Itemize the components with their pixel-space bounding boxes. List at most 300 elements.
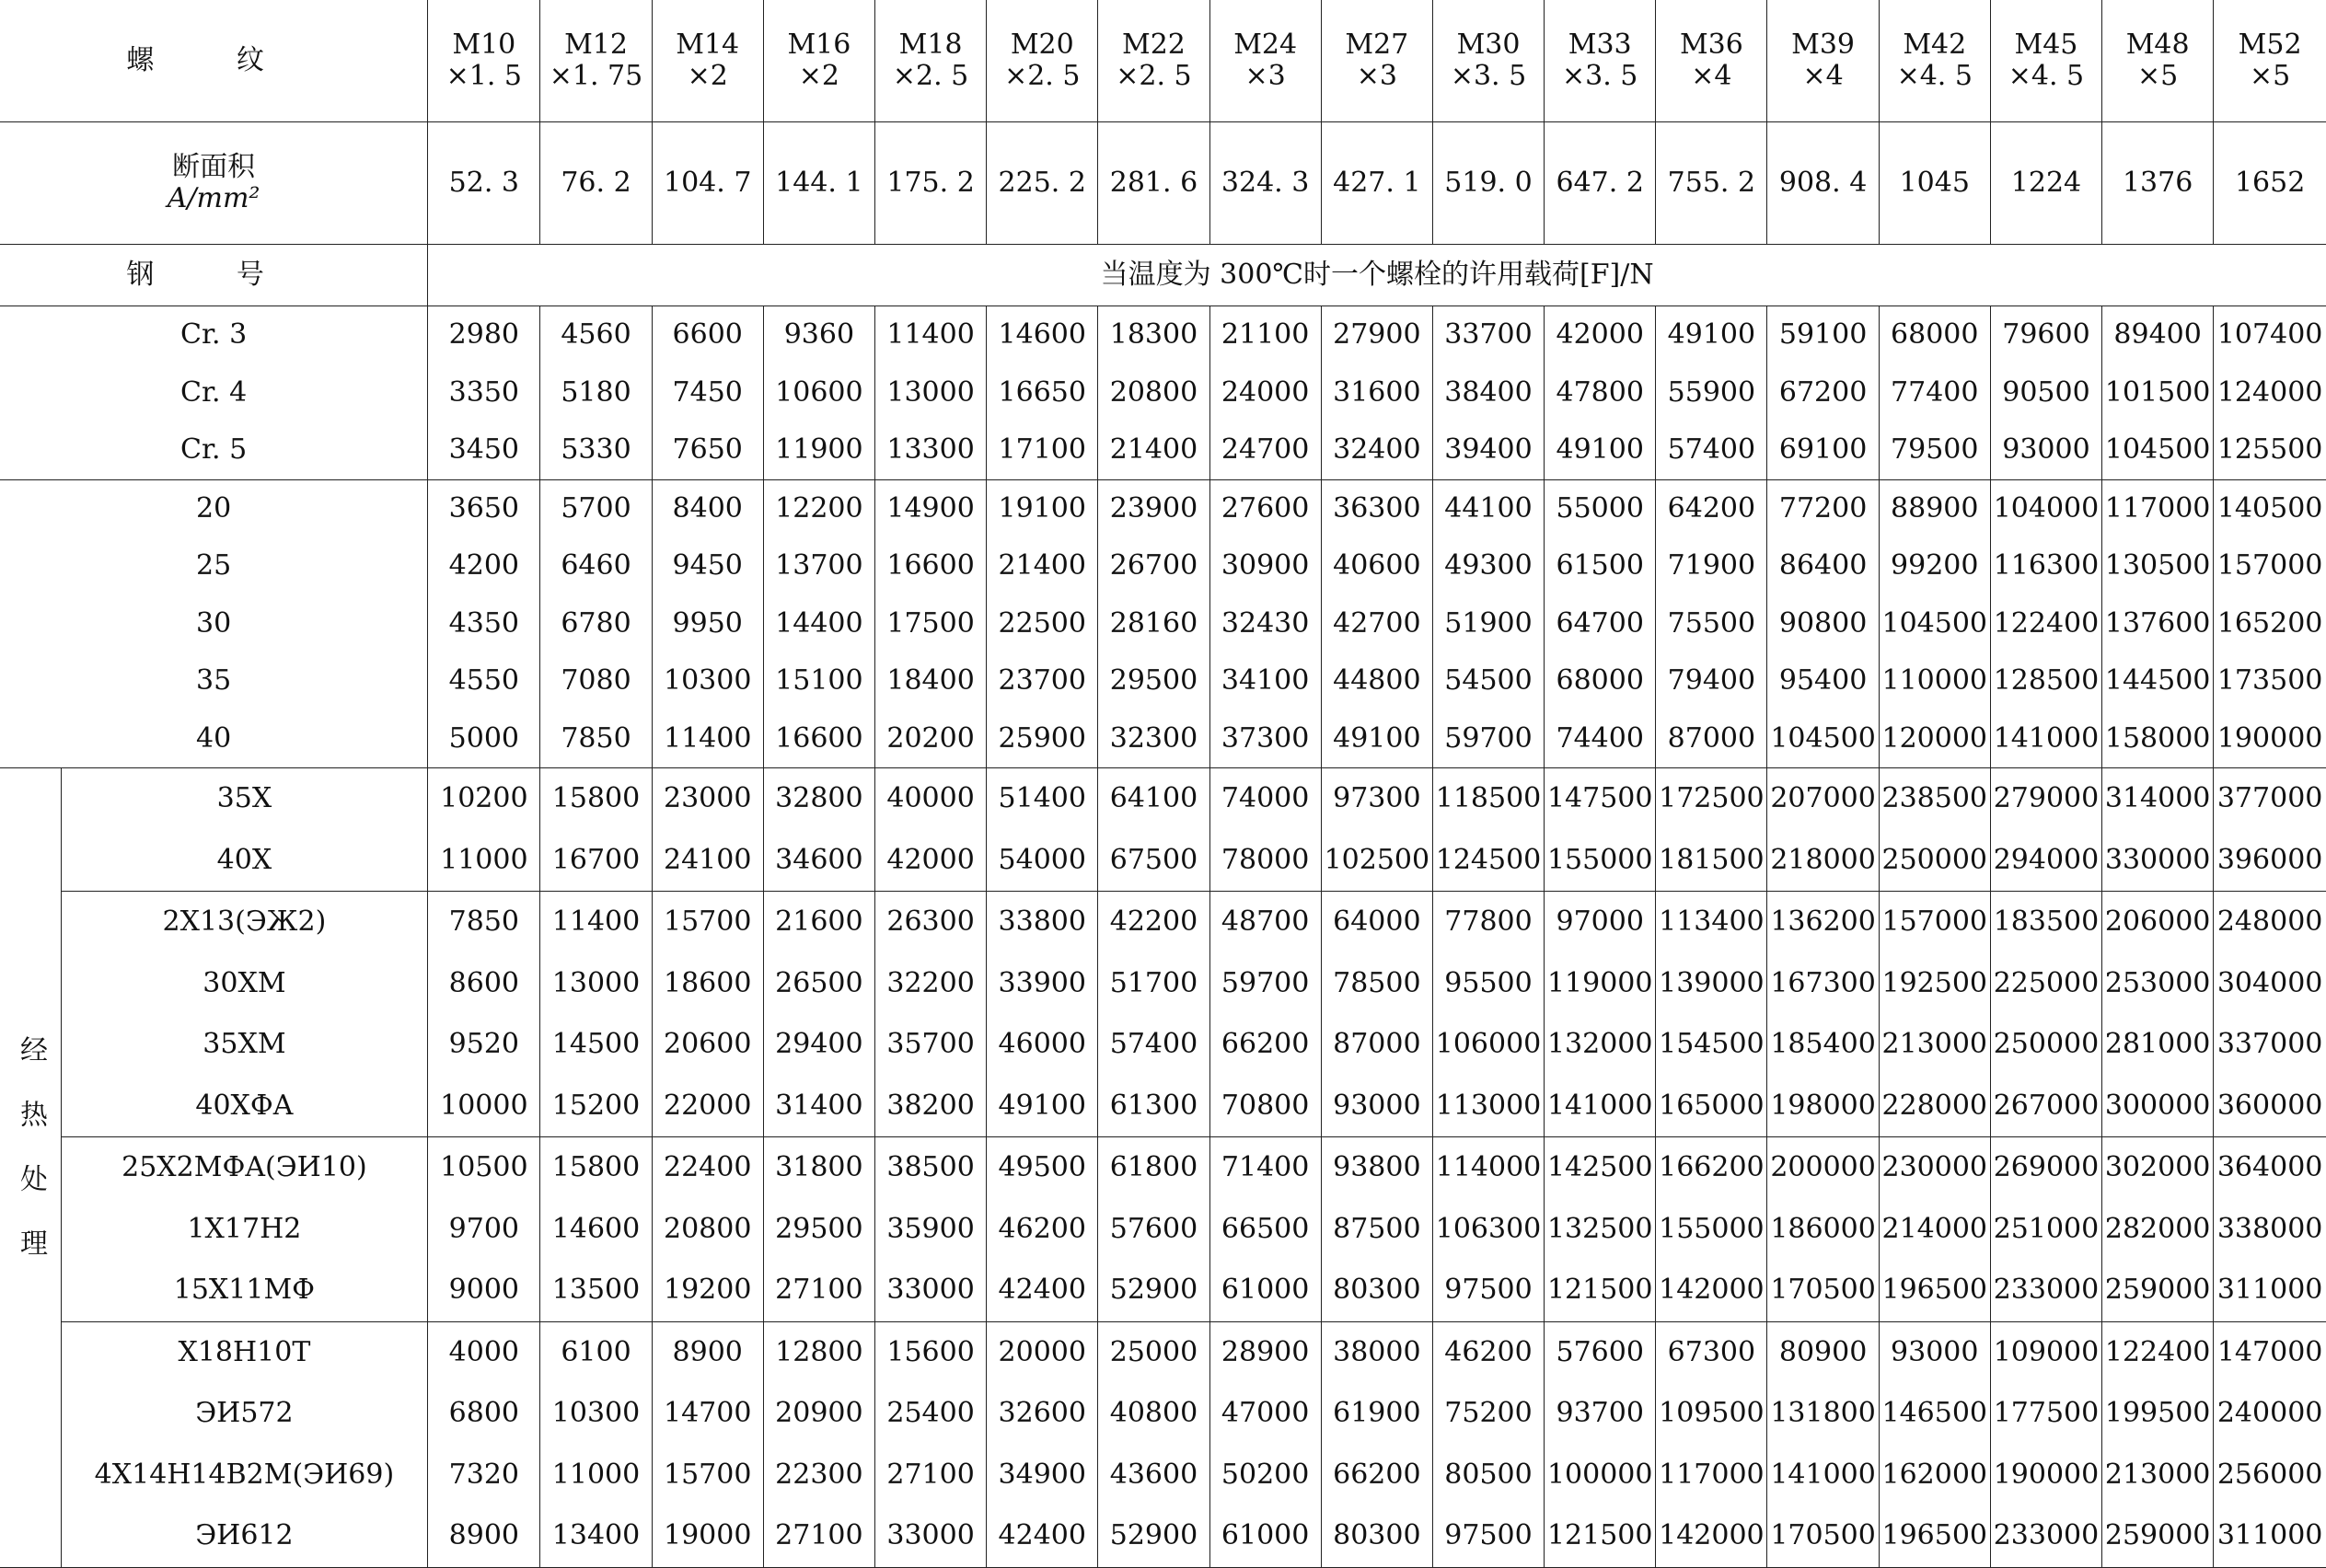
load-value: 259000 (2102, 1260, 2214, 1321)
thread-spec-cell (1321, 0, 1432, 122)
load-value: 18400 (874, 652, 986, 710)
load-value: 118500 (1432, 768, 1544, 830)
load-value: 170500 (1767, 1505, 1879, 1567)
load-value: 31800 (763, 1137, 874, 1199)
load-value: 34100 (1209, 652, 1321, 710)
load-value: 34900 (987, 1445, 1098, 1506)
table-row (0, 1137, 2326, 1199)
load-value: 61000 (1209, 1260, 1321, 1321)
load-value: 19000 (652, 1505, 763, 1567)
load-value: 3650 (428, 479, 540, 537)
steel-grade: 15X11MФ (61, 1260, 428, 1321)
thread-spec-cell (2214, 0, 2326, 122)
load-value: 49100 (987, 1076, 1098, 1137)
load-value: 25400 (874, 1383, 986, 1445)
area-value: 324. 3 (1209, 122, 1321, 245)
load-value: 37300 (1209, 710, 1321, 768)
load-value: 190000 (1990, 1445, 2101, 1506)
load-value: 165200 (2214, 595, 2326, 653)
load-value: 52900 (1098, 1505, 1209, 1567)
table-body (0, 306, 2326, 1568)
load-value: 13300 (874, 421, 986, 479)
thread-spec-cell (1990, 0, 2101, 122)
thread-pitch: ×4 (1802, 60, 1844, 92)
thread-size: M42 (1903, 28, 1967, 61)
load-value: 102500 (1321, 830, 1432, 892)
load-value: 97500 (1432, 1260, 1544, 1321)
load-value: 314000 (2102, 768, 2214, 830)
load-value: 23900 (1098, 479, 1209, 537)
table-row (0, 768, 2326, 830)
load-value: 269000 (1990, 1137, 2101, 1199)
load-value: 109000 (1990, 1321, 2101, 1383)
load-value: 32430 (1209, 595, 1321, 653)
load-value: 87000 (1321, 1014, 1432, 1076)
load-value: 15800 (540, 1137, 652, 1199)
load-value: 120000 (1879, 710, 1990, 768)
load-value: 68000 (1879, 306, 1990, 364)
load-value: 166200 (1656, 1137, 1767, 1199)
load-value: 29500 (1098, 652, 1209, 710)
load-value: 75200 (1432, 1383, 1544, 1445)
load-value: 155000 (1545, 830, 1656, 892)
load-value: 15100 (763, 652, 874, 710)
load-value: 233000 (1990, 1505, 2101, 1567)
load-value: 2980 (428, 306, 540, 364)
load-value: 55900 (1656, 364, 1767, 422)
load-value: 22500 (987, 595, 1098, 653)
thread-spec-cell (1545, 0, 1656, 122)
load-value: 16700 (540, 830, 652, 892)
load-value: 250000 (1879, 830, 1990, 892)
load-value: 22300 (763, 1445, 874, 1506)
load-value: 136200 (1767, 892, 1879, 953)
thread-size: M14 (676, 28, 740, 61)
load-value: 66500 (1209, 1199, 1321, 1261)
load-value: 57600 (1545, 1321, 1656, 1383)
thread-size: M18 (898, 28, 963, 61)
load-value: 183500 (1990, 892, 2101, 953)
load-value: 23000 (652, 768, 763, 830)
load-value: 5000 (428, 710, 540, 768)
load-value: 78000 (1209, 830, 1321, 892)
load-value: 311000 (2214, 1260, 2326, 1321)
load-value: 233000 (1990, 1260, 2101, 1321)
load-value: 294000 (1990, 830, 2101, 892)
load-value: 88900 (1879, 479, 1990, 537)
thread-spec-cell (428, 0, 540, 122)
load-value: 38000 (1321, 1321, 1432, 1383)
load-value: 154500 (1656, 1014, 1767, 1076)
load-value: 80500 (1432, 1445, 1544, 1506)
load-value: 117000 (1656, 1445, 1767, 1506)
steel-grade: Cr. 5 (0, 421, 428, 479)
load-value: 47000 (1209, 1383, 1321, 1445)
load-value: 279000 (1990, 768, 2101, 830)
load-value: 113000 (1432, 1076, 1544, 1137)
load-value: 125500 (2214, 421, 2326, 479)
load-value: 21400 (1098, 421, 1209, 479)
load-value: 80300 (1321, 1505, 1432, 1567)
load-value: 42000 (874, 830, 986, 892)
load-value: 64100 (1098, 768, 1209, 830)
load-value: 218000 (1767, 830, 1879, 892)
area-value: 427. 1 (1321, 122, 1432, 245)
load-value: 396000 (2214, 830, 2326, 892)
load-value: 75500 (1656, 595, 1767, 653)
thread-size: M33 (1568, 28, 1632, 61)
load-value: 106000 (1432, 1014, 1544, 1076)
load-value: 196500 (1879, 1260, 1990, 1321)
load-value: 71900 (1656, 537, 1767, 595)
steel-grade: 30 (196, 606, 232, 640)
steel-label: 钢 号 (0, 245, 428, 306)
load-value: 107400 (2214, 306, 2326, 364)
thread-size: M24 (1233, 28, 1298, 61)
load-value: 10300 (652, 652, 763, 710)
thread-pitch: ×4. 5 (1896, 60, 1973, 92)
load-value: 364000 (2214, 1137, 2326, 1199)
load-value: 213000 (1879, 1014, 1990, 1076)
load-value: 7080 (540, 652, 652, 710)
thread-size: M45 (2014, 28, 2078, 61)
load-value: 39400 (1432, 421, 1544, 479)
load-value: 42400 (987, 1505, 1098, 1567)
load-value: 162000 (1879, 1445, 1990, 1506)
table-row (0, 1505, 2326, 1567)
table-row (0, 1076, 2326, 1137)
load-value: 33800 (987, 892, 1098, 953)
load-value: 192500 (1879, 953, 1990, 1015)
table-row (0, 830, 2326, 892)
load-value: 49100 (1545, 421, 1656, 479)
thread-pitch: ×2. 5 (892, 60, 969, 92)
load-value: 42700 (1321, 595, 1432, 653)
load-value: 66200 (1321, 1445, 1432, 1506)
load-value: 47800 (1545, 364, 1656, 422)
load-value: 23700 (987, 652, 1098, 710)
load-value: 11000 (540, 1445, 652, 1506)
load-value: 100000 (1545, 1445, 1656, 1506)
thread-spec-cell (1432, 0, 1544, 122)
thread-size: M20 (1010, 28, 1074, 61)
load-value: 87000 (1656, 710, 1767, 768)
load-value: 14600 (540, 1199, 652, 1261)
load-value: 33900 (987, 953, 1098, 1015)
load-value: 104500 (1879, 595, 1990, 653)
load-value: 28160 (1098, 595, 1209, 653)
load-value: 18600 (652, 953, 763, 1015)
load-value: 147000 (2214, 1321, 2326, 1383)
load-value: 50200 (1209, 1445, 1321, 1506)
load-value: 267000 (1990, 1076, 2101, 1137)
thread-spec-cell (652, 0, 763, 122)
load-value: 146500 (1879, 1383, 1990, 1445)
load-value: 137600 (2102, 595, 2214, 653)
load-value: 8900 (428, 1505, 540, 1567)
load-value: 7650 (652, 421, 763, 479)
thread-pitch: ×4. 5 (2008, 60, 2085, 92)
load-value: 15200 (540, 1076, 652, 1137)
steel-grade: Cr. 3 (180, 318, 248, 351)
load-value: 20000 (987, 1321, 1098, 1383)
load-value: 32300 (1098, 710, 1209, 768)
load-value: 29400 (763, 1014, 874, 1076)
load-value: 124000 (2214, 364, 2326, 422)
thread-pitch: ×5 (2250, 60, 2291, 92)
thread-label: 螺 纹 (0, 0, 428, 122)
thread-size: M10 (452, 28, 516, 61)
load-value: 109500 (1656, 1383, 1767, 1445)
load-value: 158000 (2102, 710, 2214, 768)
load-value: 14500 (540, 1014, 652, 1076)
load-value: 99200 (1879, 537, 1990, 595)
load-value: 31400 (763, 1076, 874, 1137)
load-value: 124500 (1432, 830, 1544, 892)
thread-header-row (0, 0, 2326, 122)
load-value: 11000 (428, 830, 540, 892)
load-value: 46200 (987, 1199, 1098, 1261)
load-value: 64000 (1321, 892, 1432, 953)
load-value: 225000 (1990, 953, 2101, 1015)
thread-spec-cell (1879, 0, 1990, 122)
load-value: 5180 (540, 364, 652, 422)
load-value: 42200 (1098, 892, 1209, 953)
load-value: 113400 (1656, 892, 1767, 953)
table-row (0, 953, 2326, 1015)
load-value: 32200 (874, 953, 986, 1015)
load-value: 27900 (1321, 306, 1432, 364)
load-value: 13400 (540, 1505, 652, 1567)
thread-pitch: ×1. 75 (549, 60, 643, 92)
load-value: 281000 (2102, 1014, 2214, 1076)
load-value: 6600 (652, 306, 763, 364)
thread-size: M12 (564, 28, 628, 61)
load-value: 213000 (2102, 1445, 2214, 1506)
thread-pitch: ×2 (687, 60, 728, 92)
load-value: 74000 (1209, 768, 1321, 830)
load-value: 139000 (1656, 953, 1767, 1015)
load-value: 49100 (1321, 710, 1432, 768)
steel-grade: 1X17H2 (61, 1199, 428, 1261)
load-value: 337000 (2214, 1014, 2326, 1076)
load-value: 35900 (874, 1199, 986, 1261)
thread-spec-cell (1767, 0, 1879, 122)
thread-pitch: ×2. 5 (1116, 60, 1192, 92)
load-value: 59100 (1767, 306, 1879, 364)
load-value: 67300 (1656, 1321, 1767, 1383)
load-value: 121500 (1545, 1505, 1656, 1567)
load-value: 11900 (763, 421, 874, 479)
load-value: 101500 (2102, 364, 2214, 422)
load-value: 110000 (1879, 652, 1990, 710)
steel-grade: Cr. 4 (180, 375, 248, 409)
load-value: 214000 (1879, 1199, 1990, 1261)
load-value: 20800 (652, 1199, 763, 1261)
load-value: 250000 (1990, 1014, 2101, 1076)
load-value: 157000 (1879, 892, 1990, 953)
load-value: 90800 (1767, 595, 1879, 653)
load-value: 10000 (428, 1076, 540, 1137)
area-value: 1045 (1879, 122, 1990, 245)
load-value: 42400 (987, 1260, 1098, 1321)
area-value: 755. 2 (1656, 122, 1767, 245)
load-value: 4560 (540, 306, 652, 364)
load-value: 21100 (1209, 306, 1321, 364)
steel-grade: 25X2MФA(ЭИ10) (61, 1137, 428, 1199)
load-value: 21600 (763, 892, 874, 953)
load-value: 57600 (1098, 1199, 1209, 1261)
load-value: 33700 (1432, 306, 1544, 364)
table-row (0, 421, 2326, 479)
area-value: 647. 2 (1545, 122, 1656, 245)
load-value: 87500 (1321, 1199, 1432, 1261)
load-value: 32800 (763, 768, 874, 830)
load-value: 106300 (1432, 1199, 1544, 1261)
load-value: 20200 (874, 710, 986, 768)
load-value: 43600 (1098, 1445, 1209, 1506)
load-value: 173500 (2214, 652, 2326, 710)
load-value: 32600 (987, 1383, 1098, 1445)
area-value: 1376 (2102, 122, 2214, 245)
load-value: 46000 (987, 1014, 1098, 1076)
load-value: 46200 (1432, 1321, 1544, 1383)
load-value: 15800 (540, 768, 652, 830)
load-value: 27600 (1209, 479, 1321, 537)
thread-pitch: ×3. 5 (1450, 60, 1527, 92)
load-value: 130500 (2102, 537, 2214, 595)
load-value: 104500 (1767, 710, 1879, 768)
load-value: 51400 (987, 768, 1098, 830)
load-value: 12200 (763, 479, 874, 537)
area-value: 908. 4 (1767, 122, 1879, 245)
load-caption: 当温度为 300℃时一个螺栓的许用载荷[F]/N (428, 245, 2326, 306)
load-value: 31600 (1321, 364, 1432, 422)
load-value: 27100 (763, 1260, 874, 1321)
table-row (0, 1321, 2326, 1383)
table-row (0, 479, 2326, 537)
load-value: 304000 (2214, 953, 2326, 1015)
table-row (0, 710, 2326, 768)
load-value: 24100 (652, 830, 763, 892)
table-row (0, 306, 2326, 364)
load-value: 9950 (652, 595, 763, 653)
load-value: 35700 (874, 1014, 986, 1076)
load-value: 93000 (1879, 1321, 1990, 1383)
load-value: 38200 (874, 1076, 986, 1137)
load-value: 10300 (540, 1383, 652, 1445)
thread-pitch: ×2. 5 (1004, 60, 1081, 92)
load-value: 122400 (1990, 595, 2101, 653)
load-value: 7450 (652, 364, 763, 422)
load-value: 9000 (428, 1260, 540, 1321)
steel-grade: 25 (196, 549, 232, 582)
load-value: 93700 (1545, 1383, 1656, 1445)
load-value: 38500 (874, 1137, 986, 1199)
load-value: 25900 (987, 710, 1098, 768)
area-value: 519. 0 (1432, 122, 1544, 245)
load-value: 68000 (1545, 652, 1656, 710)
load-value: 57400 (1656, 421, 1767, 479)
load-value: 20900 (763, 1383, 874, 1445)
load-value: 95500 (1432, 953, 1544, 1015)
load-value: 9700 (428, 1199, 540, 1261)
load-value: 132000 (1545, 1014, 1656, 1076)
load-value: 51700 (1098, 953, 1209, 1015)
load-value: 198000 (1767, 1076, 1879, 1137)
load-value: 61900 (1321, 1383, 1432, 1445)
steel-grade: 20 (196, 491, 232, 525)
load-value: 64200 (1656, 479, 1767, 537)
load-value: 14600 (987, 306, 1098, 364)
load-value: 132500 (1545, 1199, 1656, 1261)
area-value: 1652 (2214, 122, 2326, 245)
load-value: 42000 (1545, 306, 1656, 364)
thread-spec-cell (1209, 0, 1321, 122)
steel-grade: 4X14H14B2M(ЭИ69) (61, 1445, 428, 1506)
table-row (0, 892, 2326, 953)
load-value: 186000 (1767, 1199, 1879, 1261)
steel-grade: ЭИ612 (61, 1505, 428, 1567)
load-value: 10200 (428, 768, 540, 830)
load-value: 230000 (1879, 1137, 1990, 1199)
load-value: 207000 (1767, 768, 1879, 830)
load-value: 40000 (874, 768, 986, 830)
load-value: 36300 (1321, 479, 1432, 537)
area-value: 52. 3 (428, 122, 540, 245)
load-value: 78500 (1321, 953, 1432, 1015)
steel-grade: 40XФA (61, 1076, 428, 1137)
thread-pitch: ×3 (1356, 60, 1397, 92)
load-value: 141000 (1767, 1445, 1879, 1506)
load-value: 22000 (652, 1076, 763, 1137)
load-value: 11400 (540, 892, 652, 953)
load-value: 8400 (652, 479, 763, 537)
load-value: 14700 (652, 1383, 763, 1445)
load-value: 20800 (1098, 364, 1209, 422)
load-value: 5700 (540, 479, 652, 537)
load-value: 170500 (1767, 1260, 1879, 1321)
load-value: 90500 (1990, 364, 2101, 422)
table-row (0, 652, 2326, 710)
area-label: 断面积 A/mm² (0, 122, 428, 245)
steel-grade: 40 (0, 710, 428, 768)
load-value: 142000 (1656, 1505, 1767, 1567)
table-row (0, 595, 2326, 653)
load-value: 11400 (652, 710, 763, 768)
load-value: 15700 (652, 1445, 763, 1506)
load-value: 4350 (428, 595, 540, 653)
load-value: 172500 (1656, 768, 1767, 830)
load-value: 74400 (1545, 710, 1656, 768)
load-value: 86400 (1767, 537, 1879, 595)
load-value: 6800 (428, 1383, 540, 1445)
load-value: 51900 (1432, 595, 1544, 653)
thread-spec-cell (987, 0, 1098, 122)
area-value: 225. 2 (987, 122, 1098, 245)
load-value: 377000 (2214, 768, 2326, 830)
load-value: 89400 (2102, 306, 2214, 364)
load-value: 77800 (1432, 892, 1544, 953)
load-value: 360000 (2214, 1076, 2326, 1137)
load-value: 11400 (874, 306, 986, 364)
load-value: 119000 (1545, 953, 1656, 1015)
load-value: 311000 (2214, 1505, 2326, 1567)
load-value: 80900 (1767, 1321, 1879, 1383)
load-value: 26500 (763, 953, 874, 1015)
steel-grade: 2X13(ЭЖ2) (61, 892, 428, 953)
table-row (0, 1383, 2326, 1445)
